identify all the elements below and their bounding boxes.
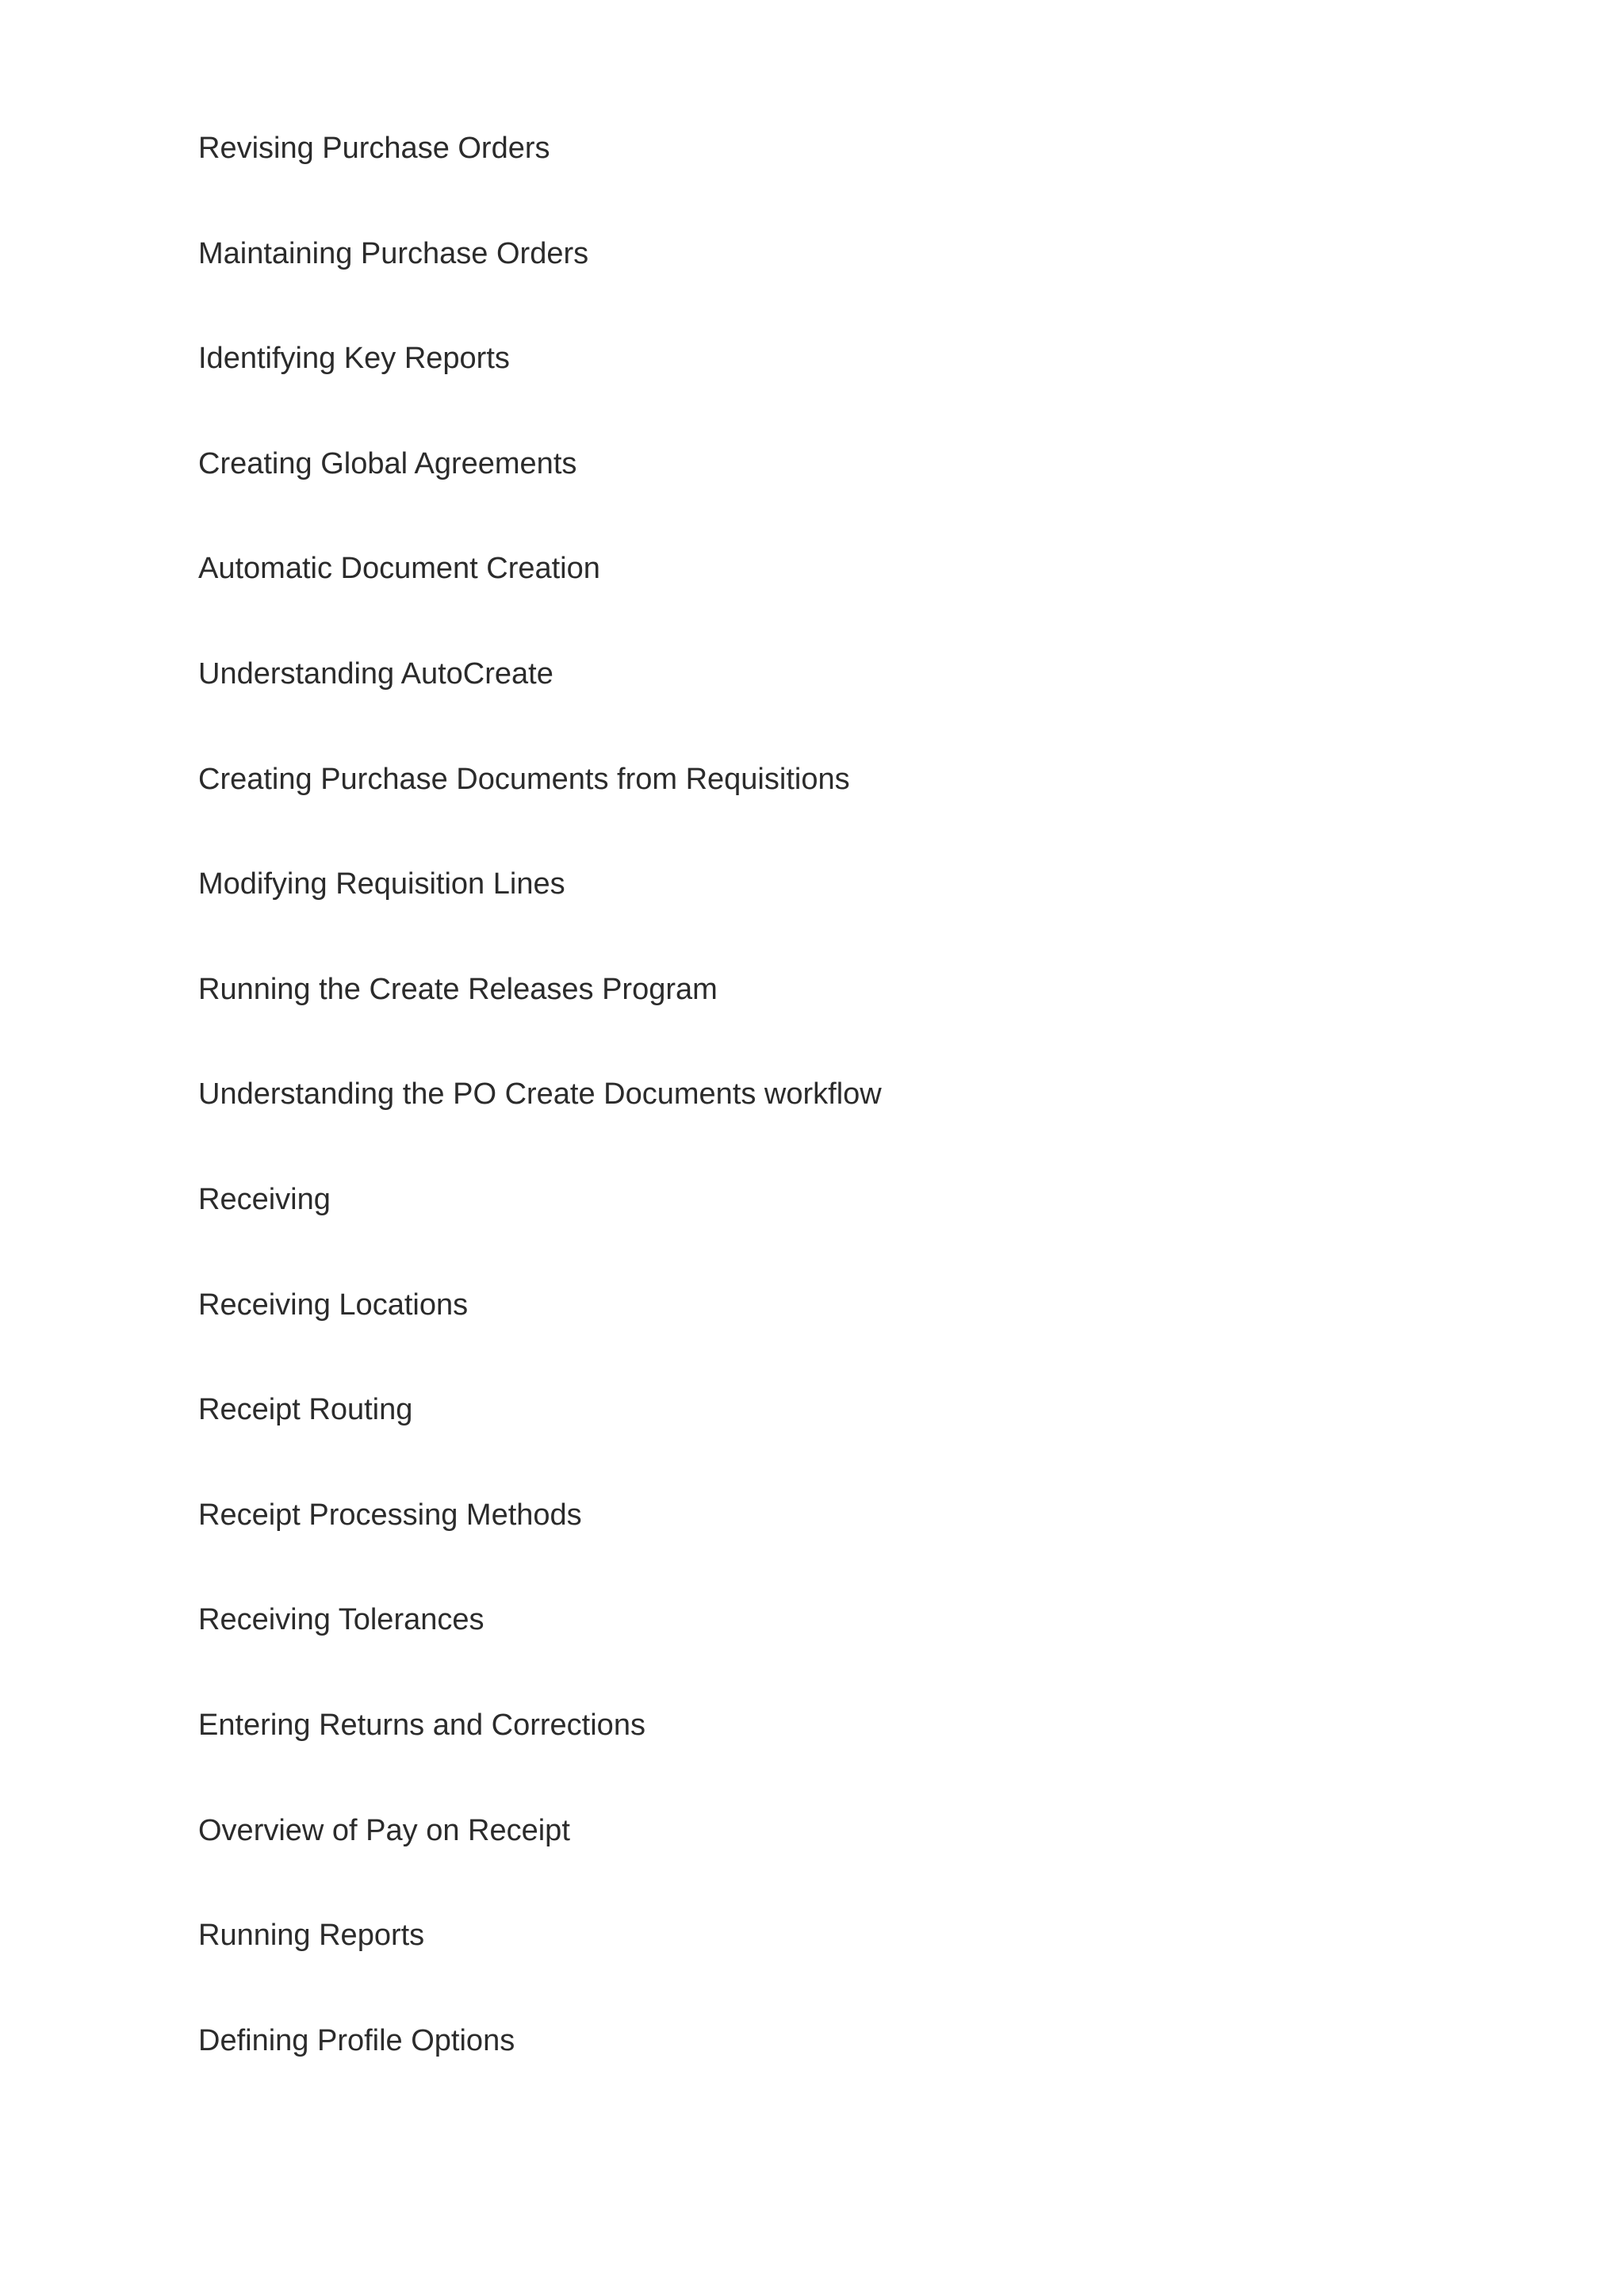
topic-item: Understanding AutoCreate [198, 656, 553, 691]
topic-item: Overview of Pay on Receipt [198, 1813, 570, 1847]
topic-item: Creating Global Agreements [198, 446, 577, 480]
topic-item: Identifying Key Reports [198, 342, 510, 376]
topic-item: Receiving Locations [198, 1288, 469, 1322]
topic-item: Revising Purchase Orders [198, 132, 550, 165]
topic-item: Receipt Processing Methods [198, 1498, 582, 1532]
topic-item: Running Reports [198, 1919, 425, 1953]
topic-item: Entering Returns and Corrections [198, 1708, 645, 1742]
topic-item: Receiving [198, 1182, 331, 1216]
topic-item: Modifying Requisition Lines [198, 867, 565, 901]
topic-item: Creating Purchase Documents from Requisitions [198, 762, 850, 796]
topic-item: Receipt Routing [198, 1393, 413, 1427]
topic-list [198, 127, 1467, 2124]
topic-item: Receiving Tolerances [198, 1603, 485, 1637]
topic-item: Running the Create Releases Program [198, 972, 718, 1006]
topic-item: Defining Profile Options [198, 2023, 515, 2057]
topic-item: Understanding the PO Create Documents workflow [198, 1077, 882, 1112]
topic-item: Maintaining Purchase Orders [198, 236, 589, 270]
topic-item: Automatic Document Creation [198, 552, 600, 586]
